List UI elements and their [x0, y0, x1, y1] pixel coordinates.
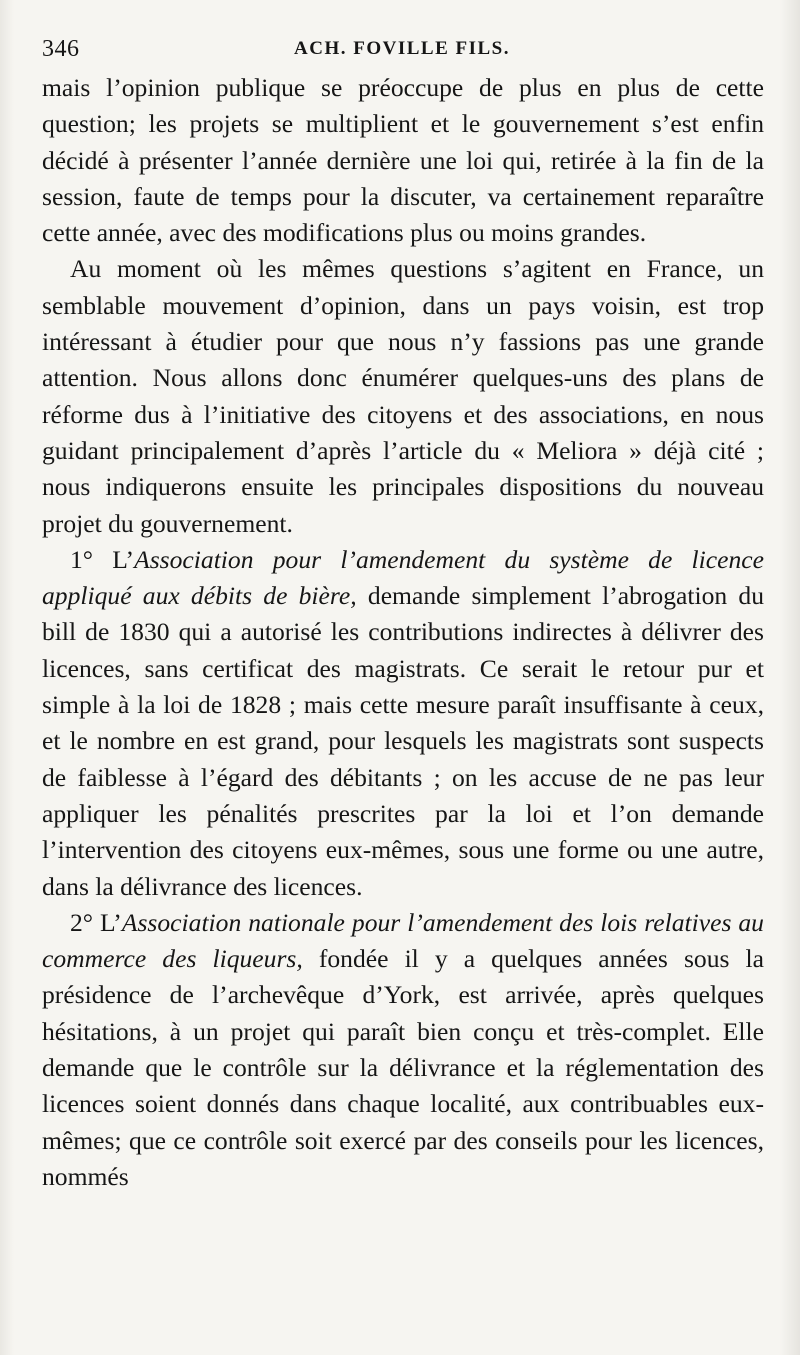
paragraph-text: 1° L’ [70, 544, 135, 574]
paragraph [42, 251, 764, 541]
italic-title-text: Association nationale pour l’amendement des lois relatives au commerce des liqueurs, [42, 907, 764, 974]
paragraph-text: mais l’opinion publique se préoccupe de plus en plus de cette question; les projets se multiplient et le gouvernement s’est enfin décidé à présenter l’année dernière une loi qui, retirée à la fin de la session, faute de temps pour la discuter, va certainement reparaître cette année, avec des modifications plus ou moins grandes. [42, 73, 764, 248]
paragraph-text: demande simplement l’abrogation du bill de 1830 qui a autorisé les contributions indirectes à délivrer des licences, sans certificat des magistrats. Ce serait le retour pur et simple à la loi de 1828 ; mais cette mesure paraît insuffisante à ceux, et le nombre en est grand, pour lesquels les magistrats sont suspects de faiblesse à l’égard des débitants ; on les accuse de ne pas leur appliquer les pénalités prescrites par la loi et l’on demande l’intervention des citoyens eux-mêmes, sous une forme ou une autre, dans la délivrance des licences. [42, 581, 764, 901]
page-number: 346 [42, 36, 80, 62]
italic-title-text: Association pour l’amendement du système de licence appliqué aux débits de bière, [42, 544, 764, 611]
paragraph-text: Au moment où les mêmes questions s’agitent en France, un semblable mouvement d’opinion, dans un pays voisin, est trop intéressant à étudier pour que nous n’y fassions pas une grande attention. Nous allons donc énumérer quelques-uns des plans de réforme dus à l’initiative des citoyens et des associations, en nous guidant principalement d’après l’article du « Meliora » déjà cité ; nous indiquerons ensuite les principales dispositions du nouveau projet du gouvernement. [42, 254, 764, 538]
paragraph-text: fondée il y a quelques années sous la présidence de l’archevêque d’York, est arrivée, après quelques hésitations, à un projet qui paraît bien conçu et très-complet. Elle demande que le contrôle sur la délivrance et la réglementation des licences soient donnés dans chaque localité, aux contribuables eux-mêmes; que ce contrôle soit exercé par des conseils pour les licences, nommés [42, 944, 765, 1191]
paragraph-text: 2° L’ [70, 907, 122, 937]
paragraph [42, 542, 764, 905]
paragraph [42, 70, 764, 251]
running-head [42, 30, 764, 70]
body-text [42, 70, 764, 1195]
paragraph [42, 905, 764, 1195]
running-title: ACH. FOVILLE FILS. [294, 38, 510, 59]
